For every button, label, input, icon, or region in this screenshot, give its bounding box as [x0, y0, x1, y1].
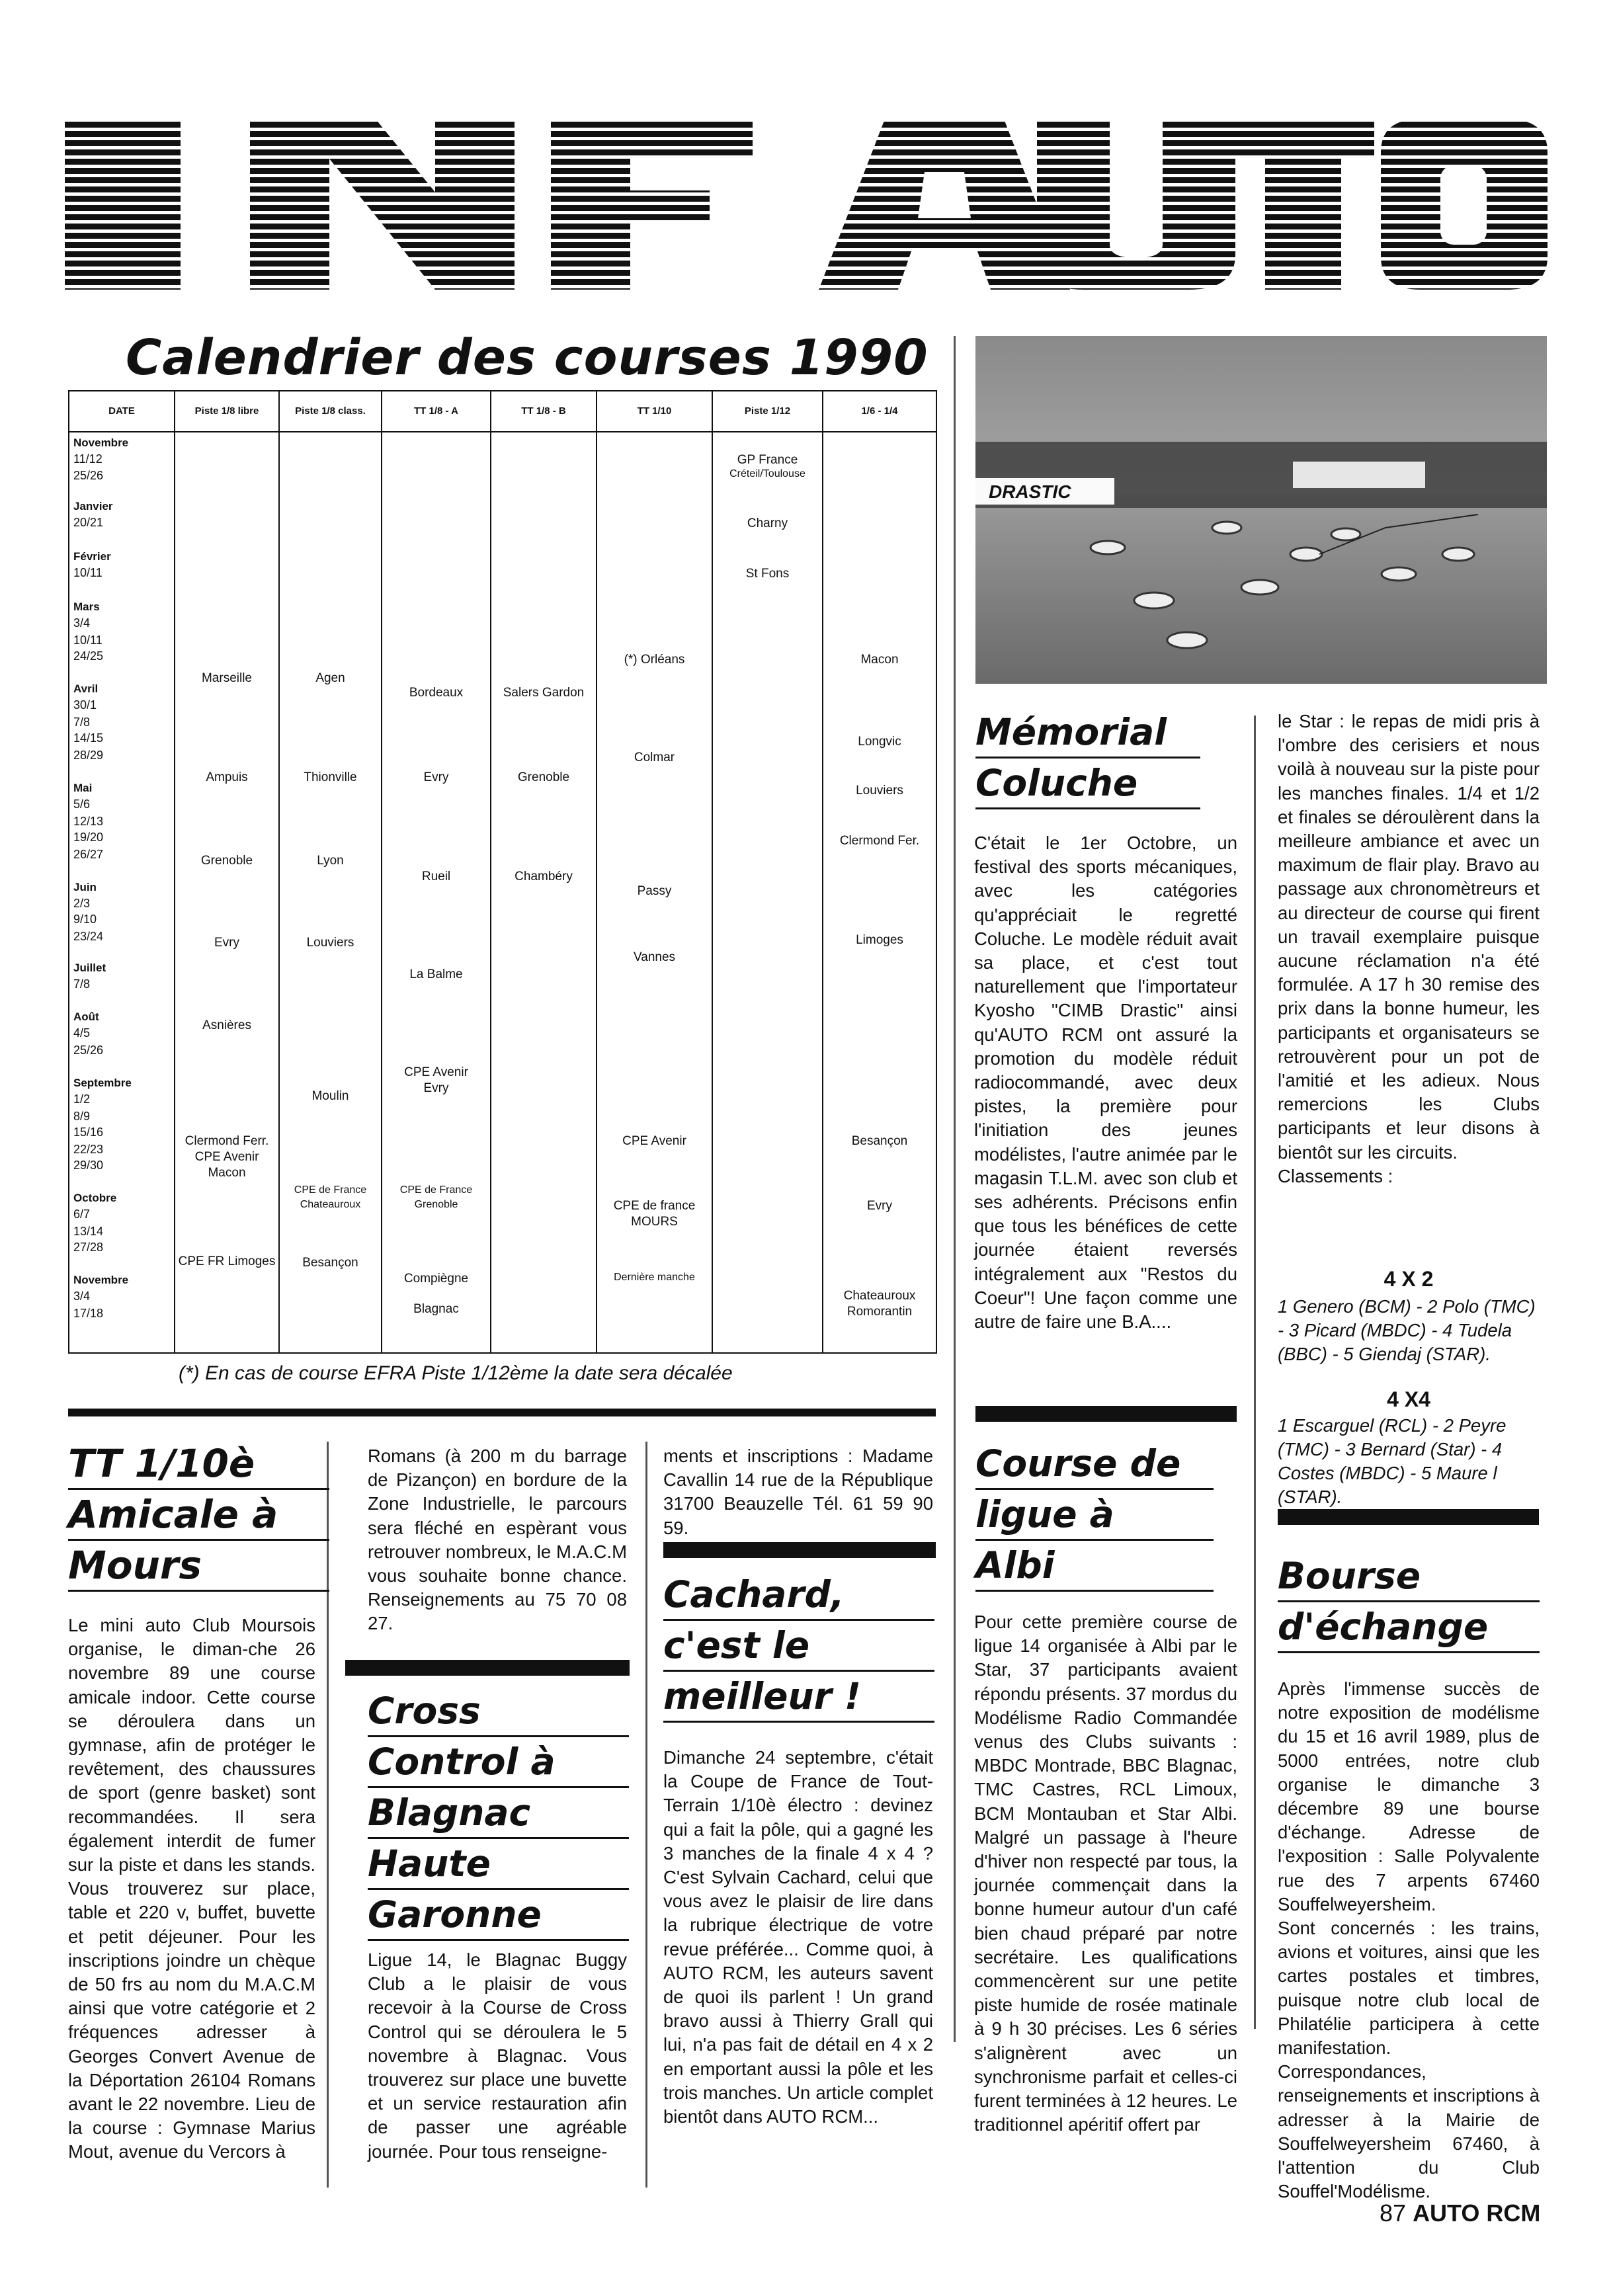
date-label: 25/26: [73, 469, 104, 482]
section-rule: [975, 1406, 1237, 1422]
race-entry: Créteil/Toulouse: [729, 468, 806, 479]
race-entry: Marseille: [201, 671, 253, 685]
headline-line: meilleur !: [663, 1672, 934, 1723]
race-entry: CPE Avenir: [194, 1150, 259, 1164]
race-entry: Salers Gardon: [503, 686, 585, 700]
race-entry: St Fons: [745, 567, 790, 581]
date-label: 12/13: [73, 815, 104, 828]
headline-line: c'est le: [663, 1621, 934, 1672]
date-label: 26/27: [73, 848, 104, 861]
race-entry: Longvic: [858, 735, 901, 749]
section-rule: [345, 1660, 630, 1676]
race-entry: Besançon: [302, 1256, 358, 1270]
col-header-date: DATE: [69, 391, 175, 432]
date-label: 2/3: [73, 897, 91, 910]
race-entry: Macon: [208, 1166, 246, 1180]
result-4x2: 1 Genero (BCM) - 2 Polo (TMC) - 3 Picard (MBDC) - 4 Tudela (BBC) - 5 Giendaj (STAR).: [1278, 1296, 1536, 1364]
race-entry: Colmar: [634, 751, 675, 764]
race-entry: Grenoble: [414, 1199, 458, 1210]
albi-body: [974, 1610, 1237, 2137]
masthead-logo: [65, 112, 1548, 299]
tt18a-column: [382, 432, 491, 1353]
article-text: Le mini auto Club Moursois organise, le diman-che 26 novembre 89 une course amicale indoor. Cette course se déroulera dans un gymnase, afin de protéger le revêtement, des chaussures de sport (genre basket) sont recommandées. Il sera également interdit de fumer sur la piste et dans les stands. Vous trouverez sur place, table et 220 v, buffet, buvette et petit déjeuner. Pour les inscriptions joindre un chèque de 50 frs au nom du M.A.C.M ainsi que votre catégorie et 2 fréquences adresser à Georges Convert Avenue de la Déportation 26104 Romans avant le 22 novembre. Lieu de la course : Gymnase Marius Mout, avenue du Vercors à: [68, 1615, 315, 2162]
month-label: Septembre: [73, 1077, 132, 1089]
headline-line: Mémorial: [975, 708, 1200, 758]
article-text: C'était le 1er Octobre, un festival des sports mécaniques, avec les catégories qu'appréciait le regretté Coluche. Le modèle réduit avait sa place, et c'est tout naturellement que l'importateur Kyosho "CIMB Drastic" ainsi qu'AUTO RCM ont assuré la promotion du modèle réduit radiocommandé, avec deux pistes, la première pour l'initiation des jeunes modélistes, l'autre animée par le magasin T.L.M. avec son club et ses adhérents. Précisons enfin que tous les bénéfices de cette journée étaient reversés intégralement aux "Restos du Coeur"! Une façon comme une autre de faire une B.A....: [974, 833, 1237, 1332]
magazine-name: AUTO RCM: [1413, 2199, 1541, 2227]
month-label: Janvier: [73, 500, 113, 512]
piste18class-column: [279, 432, 382, 1353]
race-entry: Limoges: [856, 933, 903, 947]
tt110-column: [597, 432, 712, 1353]
cachard-headline: [663, 1570, 934, 1723]
race-entry: Rueil: [421, 870, 451, 883]
article-text: ments et inscriptions : Madame Cavallin 14 rue de la République 31700 Beauzelle Tél. 61 59 90 59.: [663, 1446, 933, 1538]
race-entry: Evry: [423, 1081, 449, 1095]
date-label: 1/2: [73, 1092, 91, 1106]
headline-line: Course de: [975, 1439, 1214, 1490]
date-label: 7/8: [73, 716, 91, 729]
race-entry: Chateauroux: [300, 1199, 361, 1210]
race-entry: Chateauroux: [843, 1289, 916, 1303]
race-entry: (*) Orléans: [624, 653, 685, 667]
bourse-headline: [1278, 1551, 1540, 1653]
date-label: 29/30: [73, 1159, 104, 1172]
race-entry: Charny: [747, 516, 788, 530]
headline-line: Haute: [368, 1839, 629, 1890]
month-label: Novembre: [73, 1274, 129, 1286]
page-number: 87: [1380, 2199, 1407, 2227]
date-label: 27/28: [73, 1241, 104, 1254]
date-label: 25/26: [73, 1044, 104, 1057]
month-label: Octobre: [73, 1192, 117, 1204]
month-label: Avril: [73, 682, 99, 695]
race-entry: Blagnac: [413, 1302, 459, 1316]
mours-headline: [68, 1439, 329, 1592]
result-title-4x2: 4 X 2: [1384, 1267, 1434, 1291]
race-entry: Louviers: [306, 936, 354, 950]
headline-line: Albi: [975, 1541, 1214, 1592]
headline-line: d'échange: [1278, 1602, 1540, 1653]
month-label: Mars: [73, 600, 100, 613]
mours-body: [68, 1614, 315, 2164]
memorial-body-cont: [1278, 710, 1540, 1188]
piste18libre-column: [175, 432, 279, 1353]
piste112-column: [712, 432, 823, 1353]
article-text: Ligue 14, le Blagnac Buggy Club a le plaisir de vous recevoir à la Course de Cross Control qui se déroulera le 5 novembre à Blagnac. Vous trouverez sur place une buvette et un service restauration afin de passer une agréable journée. Pour tous renseigne-: [368, 1949, 627, 2162]
race-entry: Agen: [315, 671, 345, 685]
date-label: 5/6: [73, 798, 91, 811]
column-divider: [645, 1442, 647, 2188]
month-label: Juillet: [73, 962, 106, 974]
month-label: Août: [73, 1010, 99, 1023]
headline-line: Blagnac: [368, 1788, 629, 1839]
calendar-table: [68, 390, 937, 1354]
cross-body: [368, 1948, 627, 2164]
date-label: 8/9: [73, 1110, 91, 1123]
article-text: Sont concernés : les trains, avions et voitures, ainsi que les cartes postales et timbres, puisque notre club local de Philatélie participera à cette manifestation. Correspondances, renseignements et inscriptions à adresser à la Mairie de Souffelweyersheim 67460, à l'attention du Club Souffel'Modélisme.: [1278, 1918, 1540, 2202]
race-entry: CPE de France: [294, 1184, 367, 1196]
cross-headline: [368, 1686, 629, 1941]
column-divider: [954, 336, 956, 2042]
headline-line: Control à: [368, 1737, 629, 1788]
col-header-c16: 1/6 - 1/4: [823, 391, 936, 432]
date-label: 11/12: [73, 452, 103, 466]
section-rule: [1278, 1509, 1539, 1525]
race-entry: CPE de France: [399, 1184, 473, 1196]
race-entry: Evry: [867, 1199, 892, 1213]
race-entry: Dernière manche: [614, 1272, 695, 1283]
race-entry: Bordeaux: [409, 686, 464, 700]
cachard-body: [663, 1746, 933, 2129]
race-entry: Romorantin: [847, 1305, 913, 1319]
race-entry: Macon: [860, 653, 899, 667]
race-entry: Passy: [637, 884, 672, 898]
article-text: Pour cette première course de ligue 14 organisée à Albi par le Star, 37 participants avaient répondu présents. 37 mordus du Modélisme Radio Commandée venus des Clubs suivants : MBDC Montrade, BBC Blagnac, TMC Castres, RCL Limoux, BCM Montauban et Star Albi. Malgré un passage à l'heure d'hiver non respecté par tous, la journée commençait dans la bonne humeur autour d'un café bien chaud préparé par notre secrétaire. Les qualifications commencèrent sur une petite piste humide de rosée matinale à 9 h 30 précises. Les 6 séries s'alignèrent avec un synchronisme parfait et celles-ci furent terminées à 12 heures. Le traditionnel apéritif offert par: [974, 1612, 1237, 2135]
c16-column: [823, 432, 936, 1353]
month-label: Juin: [73, 881, 97, 893]
headline-line: Cachard,: [663, 1570, 934, 1621]
race-entry: Chambéry: [515, 870, 573, 883]
race-entry: Evry: [423, 770, 449, 784]
headline-line: Cross: [368, 1686, 629, 1737]
col-header-piste18class: Piste 1/8 class.: [279, 391, 382, 432]
calendar-header-row: [69, 391, 936, 432]
month-label: Mai: [73, 782, 93, 794]
col-header-piste112: Piste 1/12: [712, 391, 823, 432]
date-label: 4/5: [73, 1026, 91, 1040]
date-label: 24/25: [73, 649, 104, 663]
classements-label: Classements :: [1278, 1165, 1393, 1186]
date-label: 10/11: [73, 566, 103, 579]
race-entry: Grenoble: [517, 770, 570, 784]
section-rule: [68, 1409, 936, 1416]
date-column: [69, 432, 175, 1353]
date-label: 14/15: [73, 731, 104, 745]
result-4x4: 1 Escarguel (RCL) - 2 Peyre (TMC) - 3 Bernard (Star) - 4 Costes (MBDC) - 5 Maure l (STAR).: [1278, 1415, 1507, 1507]
headline-line: Bourse: [1278, 1551, 1540, 1602]
date-label: 30/1: [73, 698, 97, 712]
article-text: le Star : le repas de midi pris à l'ombre des cerisiers et nous voilà à nouveau sur la piste pour les manches finales. 1/4 et 1/2 et finales se déroulèrent dans la meilleure ambiance et avec un maximum de flair play. Bravo au passage aux chronomètreurs et au directeur de course qui firent un travail exemplaire puisque aucune réclamation n'a été formulée. A 17 h 30 remise des prix dans la bonne humeur, les participants et organisateurs se retrouvèrent pour un pot de l'amitié et les adieux. Nous remercions les Clubs participants et leur disons à bientôt sur les circuits.: [1278, 711, 1540, 1163]
headline-line: Amicale à: [68, 1490, 329, 1541]
col-header-tt110: TT 1/10: [597, 391, 712, 432]
svg-text:INF AUTO: INF AUTO: [65, 112, 68, 113]
race-entry: Clermond Ferr.: [185, 1134, 269, 1148]
race-entry: CPE Avenir: [622, 1134, 686, 1148]
race-entry: Asnières: [202, 1018, 251, 1032]
date-label: 3/4: [73, 616, 91, 630]
date-label: 17/18: [73, 1307, 104, 1320]
headline-line: Garonne: [368, 1890, 629, 1941]
headline-line: Coluche: [975, 758, 1200, 809]
headline-line: Mours: [68, 1541, 329, 1592]
date-label: 7/8: [73, 977, 91, 991]
result-title-4x4: 4 X4: [1387, 1387, 1430, 1411]
memorial-headline: [975, 708, 1200, 809]
mours-body-cont: [368, 1444, 627, 1636]
photo-banner-text: DRASTIC: [989, 481, 1071, 502]
cross-body-cont: [663, 1444, 933, 1540]
month-label: Novembre: [73, 436, 129, 449]
race-entry: CPE FR Limoges: [178, 1254, 276, 1268]
headline-line: TT 1/10è: [68, 1439, 329, 1490]
article-text: Après l'immense succès de notre exposition de modélisme du 15 et 16 avril 1989, plus de 5000 entrées, notre club organise le dimanche 3 décembre 89 une bourse d'échange. Adresse de l'exposition : Salle Polyvalente rue des 7 arpents 67460 Souffelweyersheim.: [1278, 1678, 1540, 1914]
race-entry: Louviers: [856, 784, 903, 798]
date-label: 3/4: [73, 1290, 91, 1303]
date-label: 28/29: [73, 749, 104, 762]
race-entry: Clermond Fer.: [839, 834, 920, 848]
race-entry: MOURS: [631, 1215, 678, 1229]
date-label: 6/7: [73, 1208, 91, 1221]
col-header-piste18libre: Piste 1/8 libre: [175, 391, 279, 432]
race-entry: Ampuis: [206, 770, 248, 784]
race-entry: Evry: [214, 936, 239, 950]
page-folio: [1380, 2199, 1540, 2227]
race-entry: Vannes: [633, 950, 676, 964]
column-divider: [1254, 716, 1256, 2029]
date-label: 20/21: [73, 516, 104, 529]
date-label: 15/16: [73, 1126, 104, 1139]
article-text: Dimanche 24 septembre, c'était la Coupe de France de Tout-Terrain 1/10è électro : devinez qui a fait la pôle, qui a gagné les 3 manches de la finale 4 x 4 ? C'est Sylvain Cachard, celui que vous avez le plaisir de lire dans la rubrique électrique de votre revue préférée... Comme quoi, à AUTO RCM, les auteurs savent de quoi ils parlent ! Un grand bravo aussi à Thierry Grall qui lui, n'a pas fait de détail en 4 x 2 en emportant aussi la pôle et les trois manches. Un article complet bientôt dans AUTO RCM...: [663, 1747, 933, 2127]
date-label: 19/20: [73, 831, 104, 844]
bourse-body: [1278, 1677, 1540, 2203]
section-rule: [663, 1542, 936, 1558]
race-entry: GP France: [737, 453, 798, 467]
race-entry: Moulin: [311, 1089, 349, 1103]
date-label: 10/11: [73, 634, 103, 647]
headline-line: ligue à: [975, 1490, 1214, 1541]
date-label: 22/23: [73, 1143, 104, 1156]
race-entry: Besançon: [851, 1134, 908, 1148]
race-entry: CPE Avenir: [404, 1065, 468, 1079]
date-label: 13/14: [73, 1225, 104, 1238]
race-entry: La Balme: [409, 967, 463, 981]
col-header-tt18b: TT 1/8 - B: [491, 391, 597, 432]
race-entry: Thionville: [304, 770, 357, 784]
calendar-title: Calendrier des courses 1990: [126, 329, 929, 386]
date-label: 23/24: [73, 930, 104, 943]
article-text: Romans (à 200 m du barrage de Pizançon) en bordure de la Zone Industrielle, le parcours sera fléché en espèrant vous retrouver nombreux, le M.A.C.M vous souhaite bonne chance. Renseignements au 75 70 08 27.: [368, 1446, 627, 1634]
event-photo: [975, 336, 1547, 684]
date-label: 9/10: [73, 913, 97, 926]
albi-headline: [975, 1439, 1214, 1592]
race-entry: Grenoble: [200, 854, 253, 868]
race-entry: CPE de france: [613, 1199, 696, 1213]
memorial-body: [974, 831, 1237, 1334]
col-header-tt18a: TT 1/8 - A: [382, 391, 491, 432]
month-label: Février: [73, 550, 111, 563]
race-entry: Compiègne: [403, 1272, 469, 1286]
tt18b-column: [491, 432, 597, 1353]
race-entry: Lyon: [317, 854, 344, 868]
calendar-footnote: (*) En cas de course EFRA Piste 1/12ème la date sera décalée: [179, 1362, 733, 1384]
